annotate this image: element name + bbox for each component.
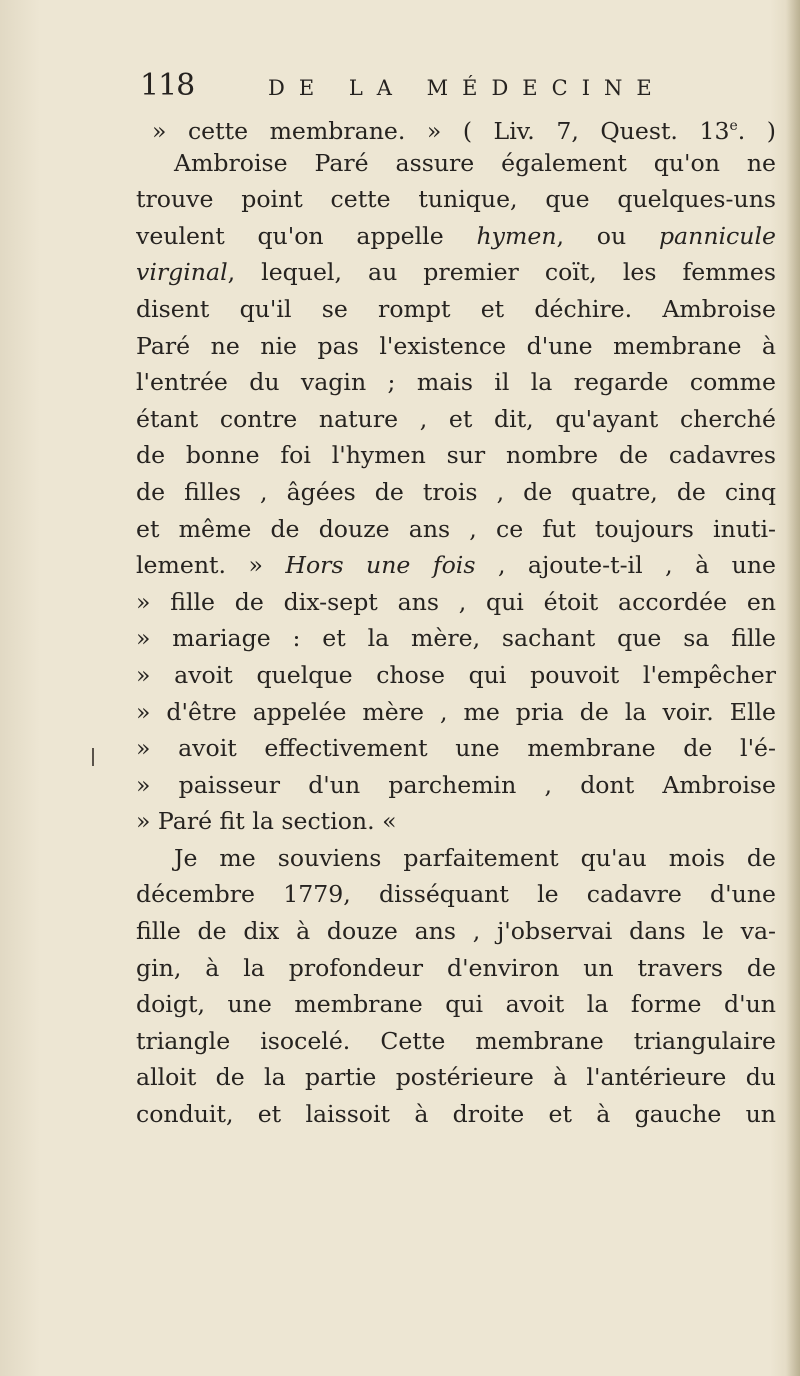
text-line: et même de douze ans , ce fut toujours inuti- (136, 514, 776, 543)
text-line: trouve point cette tunique, que quelques-uns (136, 185, 776, 214)
running-title: DE LA MÉDECINE (268, 76, 666, 100)
text-line: Ambroise Paré assure également qu'on ne (174, 148, 776, 177)
text-line: décembre 1779, disséquant le cadavre d'une (136, 880, 776, 909)
text-line: Paré ne nie pas l'existence d'une membrane à (136, 331, 776, 360)
text-line: lement. » Hors une fois , ajoute-t-il , à une (136, 551, 776, 580)
text-line: Je me souviens parfaitement qu'au mois de (174, 843, 776, 872)
page-number: 118 (140, 68, 195, 103)
text-line: » d'être appelée mère , me pria de la voir. Elle (136, 697, 776, 726)
text-line: étant contre nature , et dit, qu'ayant cherché (136, 404, 776, 433)
text-line: de filles , âgées de trois , de quatre, de cinq (136, 477, 776, 506)
text-line: alloit de la partie postérieure à l'antérieure du (136, 1063, 776, 1092)
text-line: » Paré fit la section. « (136, 807, 397, 836)
text-line: de bonne foi l'hymen sur nombre de cadavres (136, 441, 776, 470)
text-line: doigt, une membrane qui avoit la forme d'un (136, 990, 776, 1019)
text-line: » avoit effectivement une membrane de l'é- (136, 734, 776, 763)
text-line: » cette membrane. » ( Liv. 7, Quest. 13e. ) (152, 116, 776, 145)
text-line: virginal, lequel, au premier coït, les femmes (136, 258, 776, 287)
margin-mark (92, 748, 94, 766)
text-line: disent qu'il se rompt et déchire. Ambroise (136, 294, 776, 323)
text-line: » mariage : et la mère, sachant que sa fille (136, 624, 776, 653)
text-line: gin, à la profondeur d'environ un travers de (136, 953, 776, 982)
body-text (136, 108, 776, 1133)
page-edge-shadow (786, 0, 800, 1376)
text-line: triangle isocelé. Cette membrane triangulaire (136, 1026, 776, 1055)
text-line: » paisseur d'un parchemin , dont Ambroise (136, 770, 776, 799)
text-line: conduit, et laissoit à droite et à gauche un (136, 1100, 776, 1129)
text-line: fille de dix à douze ans , j'observai dans le va- (136, 917, 776, 946)
text-line: » fille de dix-sept ans , qui étoit accordée en (136, 587, 776, 616)
text-line: l'entrée du vagin ; mais il la regarde comme (136, 368, 776, 397)
text-line: » avoit quelque chose qui pouvoit l'empêcher (136, 660, 776, 689)
text-line: veulent qu'on appelle hymen, ou pannicule (136, 221, 776, 250)
